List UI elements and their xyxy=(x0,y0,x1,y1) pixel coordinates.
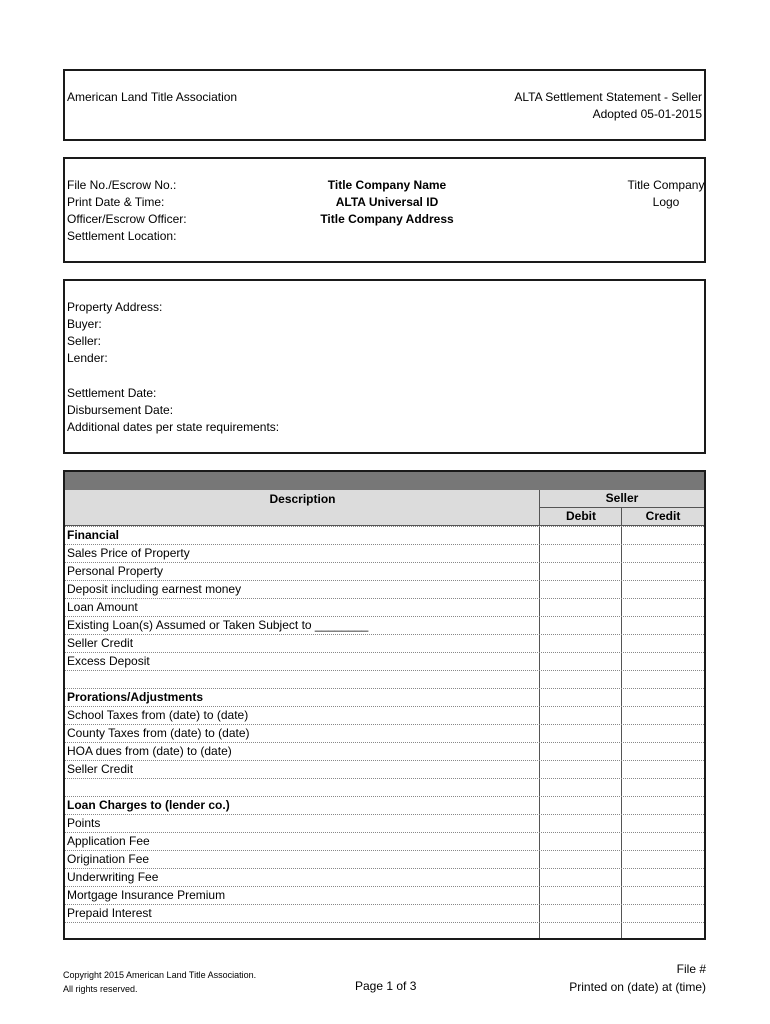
page-number: Page 1 of 3 xyxy=(355,979,417,993)
row-credit-cell[interactable] xyxy=(622,563,704,580)
row-description: Seller Credit xyxy=(67,636,134,650)
printed-on: Printed on (date) at (time) xyxy=(569,980,706,994)
buyer-label: Buyer: xyxy=(67,317,102,331)
row-description: Underwriting Fee xyxy=(67,870,159,884)
additional-dates-label: Additional dates per state requirements: xyxy=(67,420,280,434)
logo-placeholder-line1: Title Company xyxy=(627,178,705,192)
row-description: HOA dues from (date) to (date) xyxy=(67,744,232,758)
row-debit-cell[interactable] xyxy=(540,851,622,868)
adopted-date: Adopted 05-01-2015 xyxy=(592,107,702,121)
table-top-bar xyxy=(65,472,704,490)
row-debit-cell[interactable] xyxy=(540,671,622,688)
table-row xyxy=(65,616,704,634)
company-name: Title Company Name xyxy=(327,178,447,192)
row-debit-cell[interactable] xyxy=(540,617,622,634)
row-description: Application Fee xyxy=(67,834,150,848)
row-credit-cell[interactable] xyxy=(622,761,704,778)
table-row xyxy=(65,634,704,652)
table-row xyxy=(65,868,704,886)
copyright-line1: Copyright 2015 American Land Title Association. xyxy=(63,970,257,980)
row-description: Existing Loan(s) Assumed or Taken Subject to ________ xyxy=(67,618,369,632)
table-row xyxy=(65,670,704,688)
table-row xyxy=(65,742,704,760)
row-description: Points xyxy=(67,816,101,830)
lender-label: Lender: xyxy=(67,351,108,365)
row-credit-cell[interactable] xyxy=(622,581,704,598)
row-credit-cell[interactable] xyxy=(622,815,704,832)
row-debit-cell[interactable] xyxy=(540,905,622,922)
row-description: Financial xyxy=(67,528,120,542)
row-credit-cell[interactable] xyxy=(622,671,704,688)
row-debit-cell[interactable] xyxy=(540,599,622,616)
org-name: American Land Title Association xyxy=(67,90,238,104)
row-description: Deposit including earnest money xyxy=(67,582,242,596)
debit-header-cell xyxy=(540,508,622,526)
table-row xyxy=(65,562,704,580)
row-credit-cell[interactable] xyxy=(622,779,704,796)
credit-header: Credit xyxy=(645,509,681,523)
row-debit-cell[interactable] xyxy=(540,545,622,562)
debit-header: Debit xyxy=(566,509,596,523)
alta-universal-id: ALTA Universal ID xyxy=(335,195,439,209)
seller-label: Seller: xyxy=(67,334,102,348)
copyright-line2: All rights reserved. xyxy=(63,984,138,994)
row-credit-cell[interactable] xyxy=(622,707,704,724)
row-description: Prorations/Adjustments xyxy=(67,690,204,704)
row-description: County Taxes from (date) to (date) xyxy=(67,726,250,740)
seller-header: Seller xyxy=(605,491,639,505)
table-row xyxy=(65,598,704,616)
row-description: Origination Fee xyxy=(67,852,150,866)
row-debit-cell[interactable] xyxy=(540,815,622,832)
row-debit-cell[interactable] xyxy=(540,653,622,670)
disbursement-date-label: Disbursement Date: xyxy=(67,403,174,417)
table-row xyxy=(65,760,704,778)
seller-header-cell xyxy=(540,490,704,508)
row-debit-cell[interactable] xyxy=(540,761,622,778)
print-date-label: Print Date & Time: xyxy=(67,195,165,209)
settlement-location-label: Settlement Location: xyxy=(67,229,177,243)
row-debit-cell[interactable] xyxy=(540,563,622,580)
row-description: Sales Price of Property xyxy=(67,546,190,560)
row-credit-cell[interactable] xyxy=(622,617,704,634)
row-debit-cell[interactable] xyxy=(540,797,622,814)
table-row xyxy=(65,796,704,814)
row-description: School Taxes from (date) to (date) xyxy=(67,708,249,722)
table-row xyxy=(65,688,704,706)
table-row xyxy=(65,544,704,562)
description-header: Description xyxy=(269,492,336,506)
table-row xyxy=(65,886,704,904)
property-box xyxy=(63,279,706,454)
row-credit-cell[interactable] xyxy=(622,689,704,706)
table-row xyxy=(65,832,704,850)
row-debit-cell[interactable] xyxy=(540,869,622,886)
logo-placeholder-line2: Logo xyxy=(652,195,680,209)
table-row xyxy=(65,922,704,940)
row-credit-cell[interactable] xyxy=(622,545,704,562)
row-credit-cell[interactable] xyxy=(622,743,704,760)
row-description: Personal Property xyxy=(67,564,164,578)
row-description: Prepaid Interest xyxy=(67,906,152,920)
row-debit-cell[interactable] xyxy=(540,779,622,796)
row-credit-cell[interactable] xyxy=(622,725,704,742)
row-description: Excess Deposit xyxy=(67,654,150,668)
row-debit-cell[interactable] xyxy=(540,527,622,544)
row-credit-cell[interactable] xyxy=(622,635,704,652)
file-no-label: File No./Escrow No.: xyxy=(67,178,177,192)
table-row xyxy=(65,526,704,544)
settlement-table xyxy=(63,470,706,940)
table-row xyxy=(65,724,704,742)
row-credit-cell[interactable] xyxy=(622,797,704,814)
row-credit-cell[interactable] xyxy=(622,851,704,868)
row-debit-cell[interactable] xyxy=(540,887,622,904)
row-credit-cell[interactable] xyxy=(622,527,704,544)
statement-title: ALTA Settlement Statement - Seller xyxy=(514,90,702,104)
table-row xyxy=(65,850,704,868)
row-debit-cell[interactable] xyxy=(540,635,622,652)
credit-header-cell xyxy=(622,508,704,526)
row-debit-cell[interactable] xyxy=(540,725,622,742)
row-debit-cell[interactable] xyxy=(540,833,622,850)
settlement-date-label: Settlement Date: xyxy=(67,386,157,400)
row-credit-cell[interactable] xyxy=(622,869,704,886)
table-row xyxy=(65,580,704,598)
row-debit-cell[interactable] xyxy=(540,743,622,760)
row-description: Loan Amount xyxy=(67,600,138,614)
table-row xyxy=(65,778,704,796)
company-address: Title Company Address xyxy=(320,212,454,226)
row-credit-cell[interactable] xyxy=(622,653,704,670)
row-description: Loan Charges to (lender co.) xyxy=(67,798,230,812)
table-row xyxy=(65,904,704,922)
file-number: File # xyxy=(676,962,706,976)
table-row xyxy=(65,706,704,724)
file-info-box xyxy=(63,157,706,263)
row-credit-cell[interactable] xyxy=(622,599,704,616)
row-debit-cell[interactable] xyxy=(540,689,622,706)
row-description: Mortgage Insurance Premium xyxy=(67,888,226,902)
row-debit-cell[interactable] xyxy=(540,923,622,940)
officer-label: Officer/Escrow Officer: xyxy=(67,212,187,226)
property-address-label: Property Address: xyxy=(67,300,163,314)
row-credit-cell[interactable] xyxy=(622,833,704,850)
table-row xyxy=(65,814,704,832)
description-header-cell xyxy=(65,490,540,526)
row-debit-cell[interactable] xyxy=(540,707,622,724)
table-row xyxy=(65,652,704,670)
row-credit-cell[interactable] xyxy=(622,887,704,904)
row-description: Seller Credit xyxy=(67,762,134,776)
header-box xyxy=(63,69,706,141)
row-debit-cell[interactable] xyxy=(540,581,622,598)
row-credit-cell[interactable] xyxy=(622,905,704,922)
row-credit-cell[interactable] xyxy=(622,923,704,940)
